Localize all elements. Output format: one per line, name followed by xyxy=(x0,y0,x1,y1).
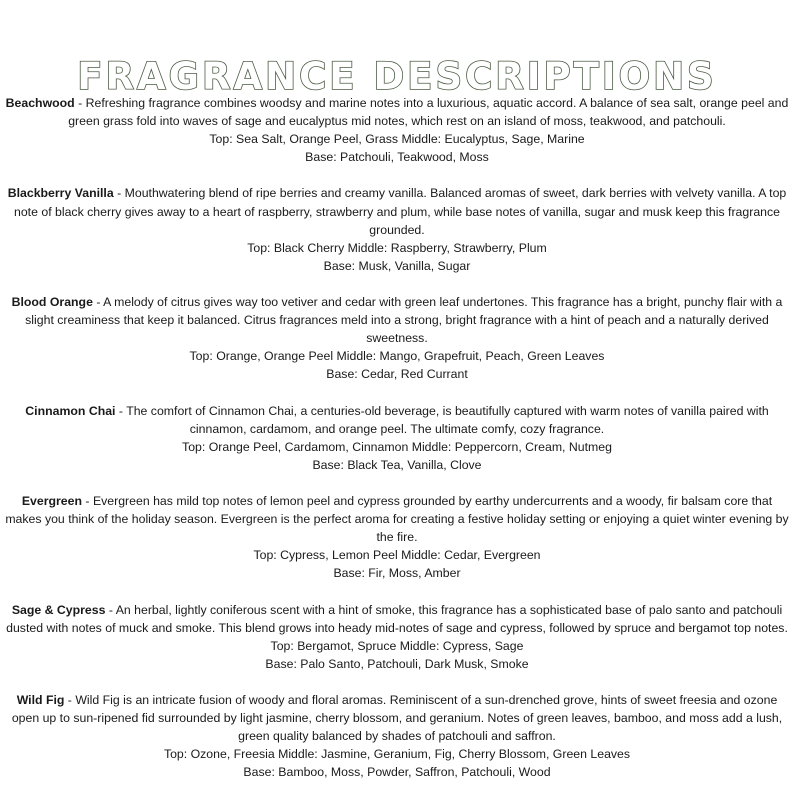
fragrance-name: Evergreen xyxy=(21,494,82,509)
entry-description-block: Beachwood - Refreshing fragrance combines woodsy and marine notes into a luxurious, aquatic accord. A balance of sea salt, orange peel and green grass fold into waves of sage and eucalyptus mid notes, which rest on an island of moss, teakwood, and patchouli. xyxy=(5,96,789,129)
fragrance-description: Refreshing fragrance combines woodsy and marine notes into a luxurious, aquatic accord. A balance of sea salt, orange peel and green grass fold into waves of sage and eucalyptus mid notes, which rest on an island of moss, teakwood, and patchouli. xyxy=(68,96,789,129)
entry-description-block: Cinnamon Chai - The comfort of Cinnamon Chai, a centuries-old beverage, is beautifully captured with warm notes of vanilla paired with cinnamon, cardamom, and orange peel. The ultimate comfy, cozy fragrance. xyxy=(25,403,769,436)
fragrance-base: Base: Musk, Vanilla, Sugar xyxy=(323,258,471,273)
fragrance-notes: Top: Bergamot, Spruce Middle: Cypress, Sage xyxy=(270,638,524,653)
entry-description-block: Evergreen - Evergreen has mild top notes of lemon peel and cypress grounded by earthy undercurrents and a woody, fir balsam core that makes you think of the holiday season. Evergreen is the perfect aroma for creating a festive holiday setting or enjoying a quiet winter evening by the fire. xyxy=(5,494,789,545)
fragrance-entry-beachwood xyxy=(4,94,790,166)
fragrance-description: Evergreen has mild top notes of lemon peel and cypress grounded by earthy undercurrents and a woody, fir balsam core that makes you think of the holiday season. Evergreen is the perfect aroma for creating a festive holiday setting or enjoying a quiet winter evening by the fire. xyxy=(5,494,789,545)
fragrance-notes: Top: Black Cherry Middle: Raspberry, Strawberry, Plum xyxy=(247,240,547,255)
fragrance-entry-evergreen xyxy=(4,492,790,582)
entry-description-block: Sage & Cypress - An herbal, lightly coniferous scent with a hint of smoke, this fragrance has a sophisticated base of palo santo and patchouli dusted with notes of muck and smoke. This blend grows into heady mid-notes of sage and cypress, followed by spruce and bergamot top notes. xyxy=(6,602,788,635)
entry-description-block: Wild Fig - Wild Fig is an intricate fusion of woody and floral aromas. Reminiscent of a sun-drenched grove, hints of sweet freesia and ozone open up to sun-ripened fid surrounded by light jasmine, cherry blossom, and geranium. Notes of green leaves, bamboo, and moss add a lush, green quality balanced by shades of patchouli and saffron. xyxy=(11,693,783,744)
page-title: FRAGRANCE DESCRIPTIONS xyxy=(77,54,717,98)
fragrance-notes: Top: Ozone, Freesia Middle: Jasmine, Geranium, Fig, Cherry Blossom, Green Leaves xyxy=(163,747,631,762)
entry-description-block: Blackberry Vanilla - Mouthwatering blend of ripe berries and creamy vanilla. Balanced aromas of sweet, dark berries with velvety vanilla. A top note of black cherry gives away to a heart of raspberry, strawberry and plum, while base notes of vanilla, sugar and musk keep this fragrance grounded. xyxy=(7,186,787,237)
fragrance-description: A melody of citrus gives way too vetiver and cedar with green leaf undertones. This fragrance has a bright, punchy flair with a slight creaminess that keep it balanced. Citrus fragrances meld into a strong, bright fragrance with a hint of peach and a naturally derived sweetness. xyxy=(25,295,783,346)
fragrance-description: Wild Fig is an intricate fusion of woody and floral aromas. Reminiscent of a sun-drenched grove, hints of sweet freesia and ozone open up to sun-ripened fid surrounded by light jasmine, cherry blossom, and geranium. Notes of green leaves, bamboo, and moss add a lush, green quality balanced by shades of patchouli and saffron. xyxy=(11,693,783,744)
fragrance-base: Base: Fir, Moss, Amber xyxy=(333,566,461,581)
fragrance-name: Blood Orange xyxy=(11,295,93,310)
fragrance-name: Wild Fig xyxy=(16,693,65,708)
fragrance-base: Base: Cedar, Red Currant xyxy=(326,367,468,382)
fragrance-entry-cinnamon-chai xyxy=(4,402,790,474)
fragrance-notes: Top: Cypress, Lemon Peel Middle: Cedar, Evergreen xyxy=(253,548,541,563)
fragrance-base: Base: Patchouli, Teakwood, Moss xyxy=(305,150,489,165)
fragrance-base: Base: Bamboo, Moss, Powder, Saffron, Patchouli, Wood xyxy=(243,765,551,780)
fragrance-name: Blackberry Vanilla xyxy=(7,186,114,201)
fragrance-name: Beachwood xyxy=(5,96,75,110)
fragrance-entry-blackberry-vanilla xyxy=(4,184,790,274)
fragrance-base: Base: Black Tea, Vanilla, Clove xyxy=(312,457,482,472)
fragrance-entry-wild-fig xyxy=(4,691,790,781)
fragrance-notes: Top: Orange, Orange Peel Middle: Mango, Grapefruit, Peach, Green Leaves xyxy=(189,349,605,364)
fragrance-name: Sage & Cypress xyxy=(11,602,106,617)
fragrance-name: Cinnamon Chai xyxy=(25,403,116,418)
fragrance-notes: Top: Orange Peel, Cardamom, Cinnamon Middle: Peppercorn, Cream, Nutmeg xyxy=(182,439,612,454)
fragrance-entry-sage-cypress xyxy=(4,601,790,673)
fragrance-description: The comfort of Cinnamon Chai, a centuries-old beverage, is beautifully captured with warm notes of vanilla paired with cinnamon, cardamom, and orange peel. The ultimate comfy, cozy fragrance. xyxy=(126,403,769,436)
entry-description-block: Blood Orange - A melody of citrus gives way too vetiver and cedar with green leaf undertones. This fragrance has a bright, punchy flair with a slight creaminess that keep it balanced. Citrus fragrances meld into a strong, bright fragrance with a hint of peach and a naturally derived sweetness. xyxy=(11,295,783,346)
fragrance-description: An herbal, lightly coniferous scent with a hint of smoke, this fragrance has a sophisticated base of palo santo and patchouli dusted with notes of muck and smoke. This blend grows into heady mid-notes of sage and cypress, followed by spruce and bergamot top notes. xyxy=(6,602,788,635)
fragrance-list xyxy=(4,94,790,800)
fragrance-base: Base: Palo Santo, Patchouli, Dark Musk, Smoke xyxy=(265,656,529,671)
fragrance-entry-blood-orange xyxy=(4,293,790,383)
fragrance-notes: Top: Sea Salt, Orange Peel, Grass Middle: Eucalyptus, Sage, Marine xyxy=(209,132,585,147)
fragrance-description: Mouthwatering blend of ripe berries and creamy vanilla. Balanced aromas of sweet, dark berries with velvety vanilla. A top note of black cherry gives away to a heart of raspberry, strawberry and plum, while base notes of vanilla, sugar and musk keep this fragrance grounded. xyxy=(14,186,787,237)
